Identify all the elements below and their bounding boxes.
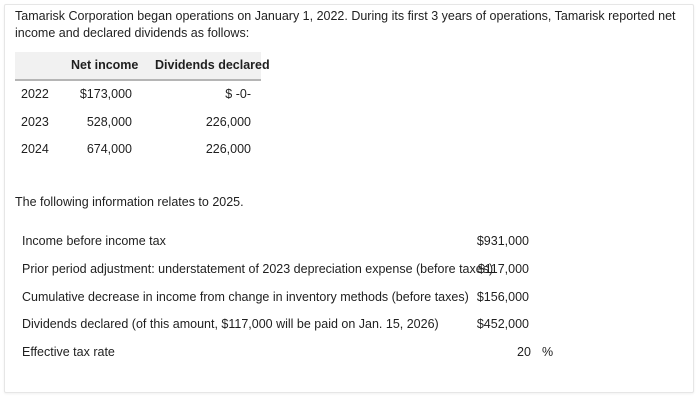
net-income-header: Net income xyxy=(71,58,139,72)
year-cell: 2024 xyxy=(21,142,49,156)
info-row xyxy=(22,317,562,335)
info-value: $931,000 xyxy=(476,234,529,248)
info-value: $156,000 xyxy=(476,290,529,304)
net-income-cell: 674,000 xyxy=(86,142,132,156)
info-label: Cumulative decrease in income from change in inventory methods (before taxes) xyxy=(22,290,469,304)
dividends-table-header xyxy=(15,52,270,81)
info-row xyxy=(22,290,562,308)
intro-text: Tamarisk Corporation began operations on January 1, 2022. During its first 3 years of operations, Tamarisk reported net income and declared dividends as follows: xyxy=(15,9,676,40)
percent-sign: % xyxy=(542,345,554,359)
year-cell: 2022 xyxy=(21,87,49,101)
info-row xyxy=(22,262,562,280)
net-income-cell: 528,000 xyxy=(86,115,132,129)
table-row xyxy=(15,87,261,107)
dividends-header: Dividends declared xyxy=(155,58,270,72)
info-row xyxy=(22,234,562,252)
table-row xyxy=(15,115,261,135)
dividends-cell: 226,000 xyxy=(205,142,251,156)
dividends-cell: 226,000 xyxy=(205,115,251,129)
following-text: The following information relates to 2025. xyxy=(15,195,244,209)
net-income-cell: $173,000 xyxy=(79,87,132,101)
tax-rate-label: Effective tax rate xyxy=(22,345,115,359)
year-cell: 2023 xyxy=(21,115,49,129)
tax-rate-value: 20 xyxy=(517,345,531,359)
dividends-cell: $ -0- xyxy=(225,87,251,101)
tax-rate-row xyxy=(22,345,562,363)
info-value: $452,000 xyxy=(476,317,529,331)
info-label: Prior period adjustment: understatement of 2023 depreciation expense (before taxes) xyxy=(22,262,494,276)
info-label: Income before income tax xyxy=(22,234,166,248)
info-label: Dividends declared (of this amount, $117,000 will be paid on Jan. 15, 2026) xyxy=(22,317,439,331)
info-value: $117,000 xyxy=(477,262,529,276)
table-row xyxy=(15,142,261,162)
